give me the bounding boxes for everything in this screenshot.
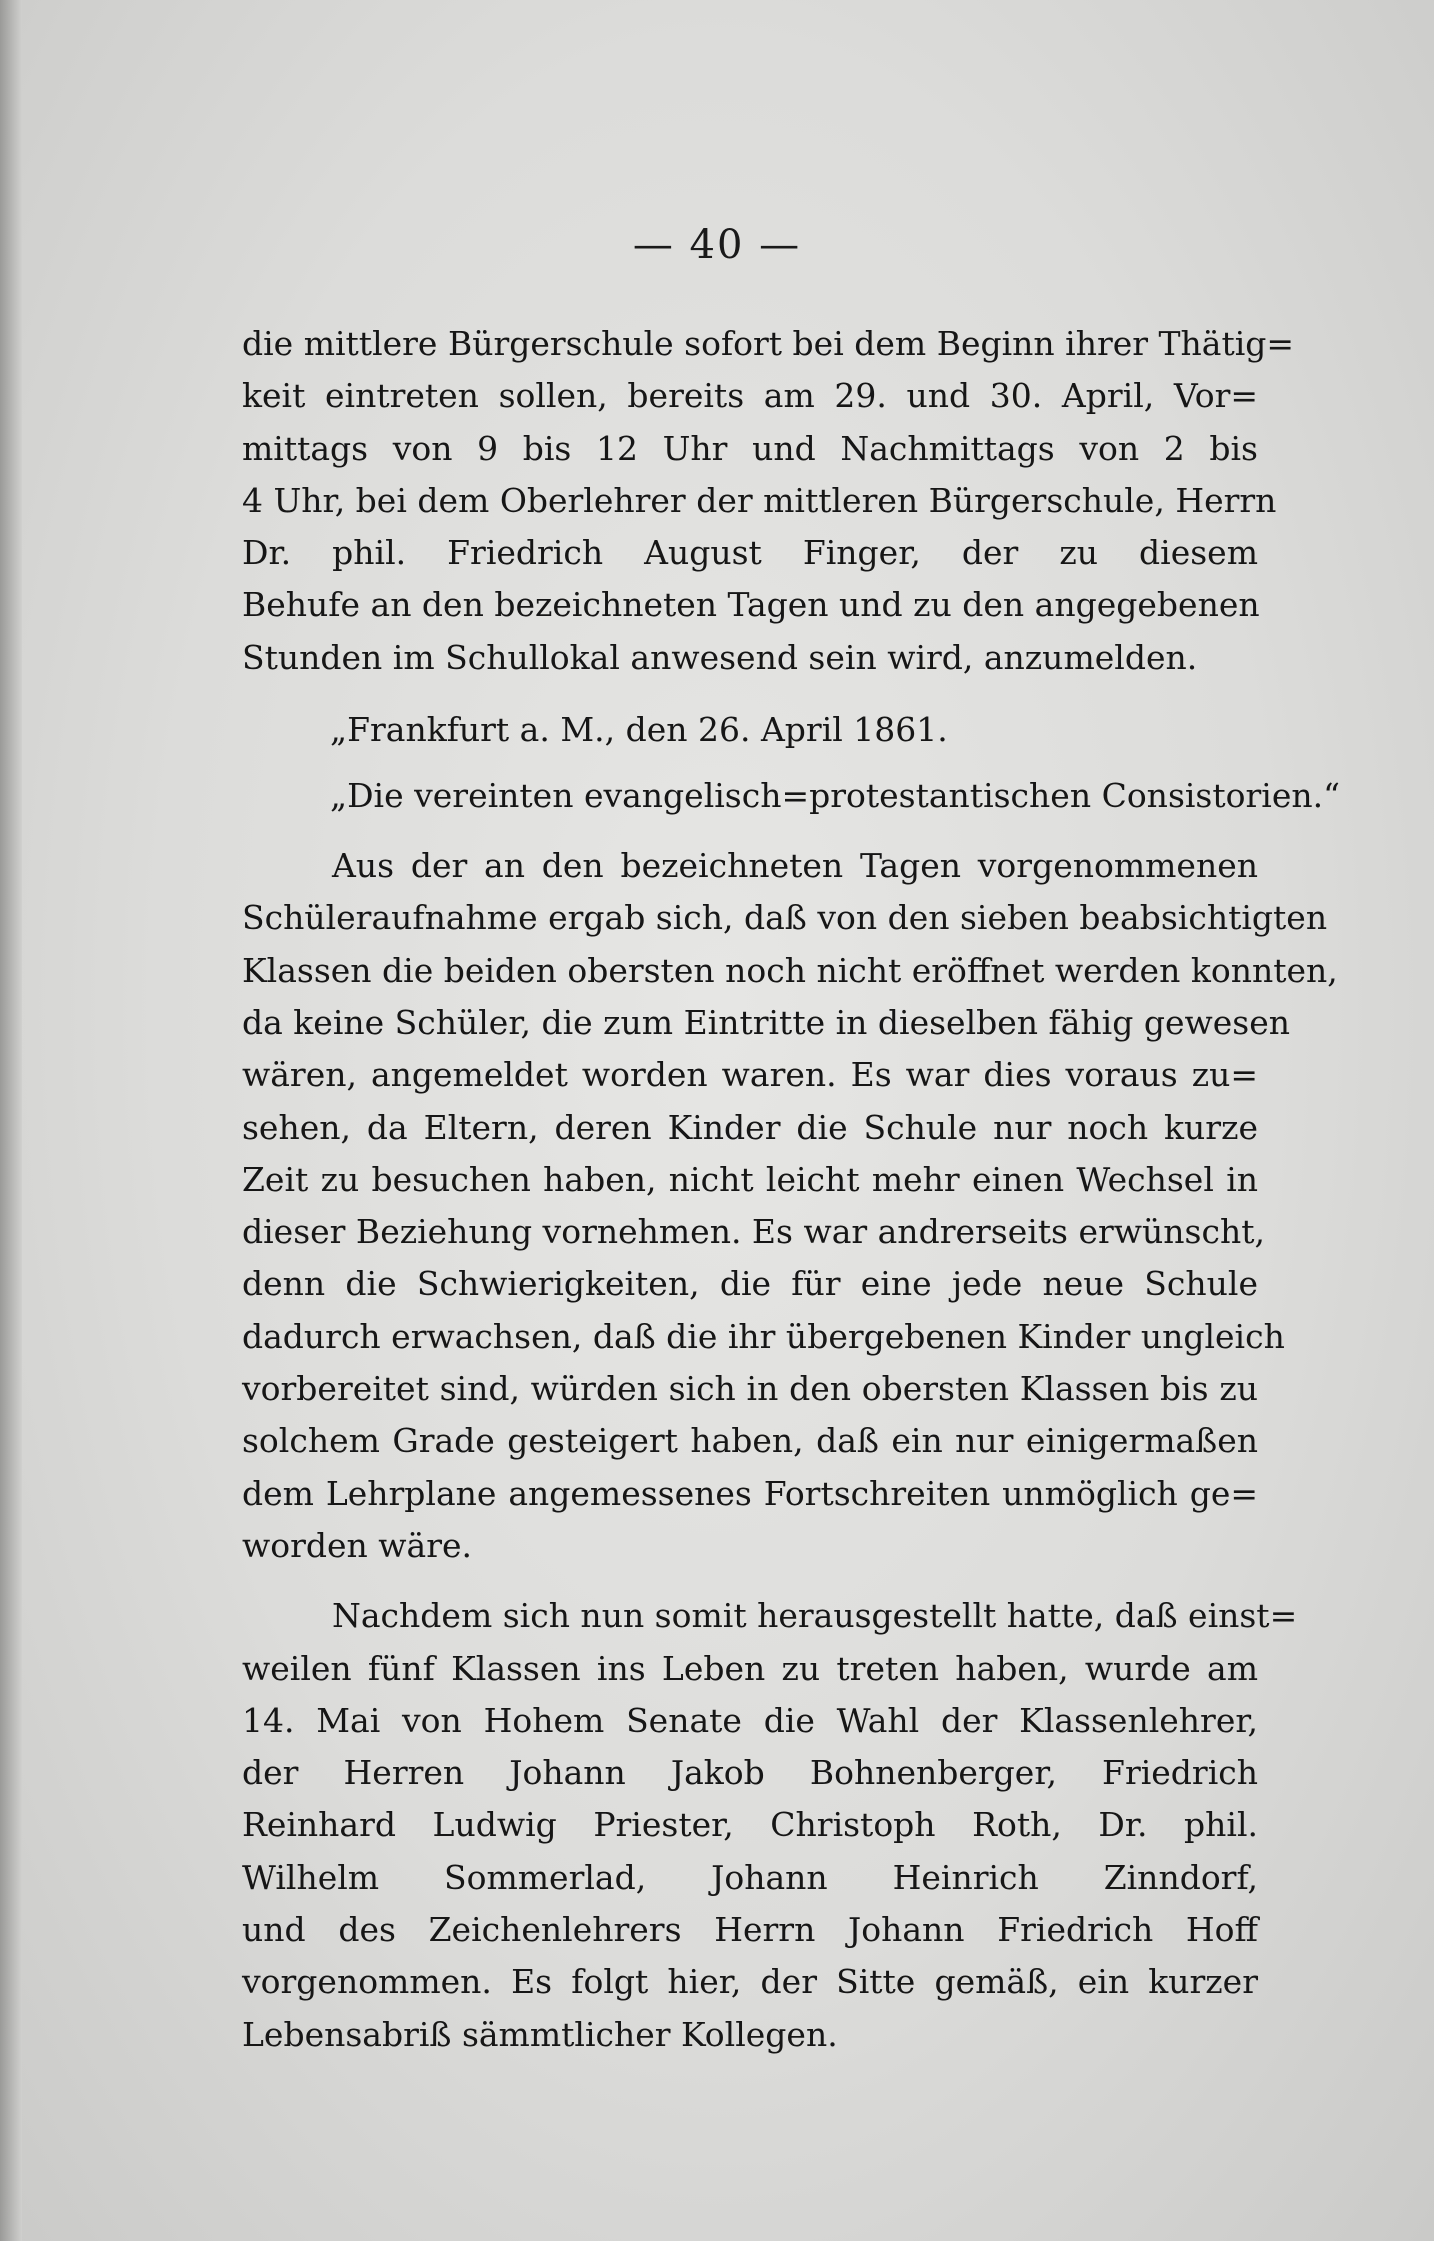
text-line: dieser Beziehung vornehmen. Es war andrerseits erwünscht, xyxy=(242,1212,1265,1252)
text-line: der Herren Johann Jakob Bohnenberger, Friedrich xyxy=(242,1753,1258,1793)
text-line: 4 Uhr, bei dem Oberlehrer der mittleren Bürgerschule, Herrn xyxy=(242,480,1277,520)
text-line: solchem Grade gesteigert haben, daß ein nur einigermaßen xyxy=(242,1421,1258,1461)
text-line: vorgenommen. Es folgt hier, der Sitte gemäß, ein kurzer xyxy=(242,1962,1258,2002)
text-line: 14. Mai von Hohem Senate die Wahl der Klassenlehrer, xyxy=(242,1700,1258,1740)
text-line: da keine Schüler, die zum Eintritte in dieselben fähig gewesen xyxy=(242,1002,1290,1042)
text-line: dem Lehrplane angemessenes Fortschreiten unmöglich ge= xyxy=(242,1473,1258,1513)
text-line: Wilhelm Sommerlad, Johann Heinrich Zinndorf, xyxy=(242,1857,1258,1897)
page-edge-shadow xyxy=(0,0,22,2241)
text-line: Zeit zu besuchen haben, nicht leicht mehr einen Wechsel in xyxy=(242,1159,1258,1199)
text-line: Stunden im Schullokal anwesend sein wird, anzumelden. xyxy=(242,637,1198,677)
text-line: Dr. phil. Friedrich August Finger, der zu diesem xyxy=(242,533,1258,573)
text-line: denn die Schwierigkeiten, die für eine jede neue Schule xyxy=(242,1264,1258,1304)
text-line: Aus der an den bezeichneten Tagen vorgenommenen xyxy=(332,846,1258,886)
text-line: wären, angemeldet worden waren. Es war dies voraus zu= xyxy=(242,1055,1258,1095)
quote-signature: „Die vereinten evangelisch=protestantischen Consistorien.“ xyxy=(330,776,1340,816)
body-text xyxy=(242,318,1340,2061)
quote-date: „Frankfurt a. M., den 26. April 1861. xyxy=(330,710,948,750)
text-line: Nachdem sich nun somit herausgestellt hatte, daß einst= xyxy=(332,1596,1298,1636)
page-number: — 40 — xyxy=(632,222,802,268)
text-line: Klassen die beiden obersten noch nicht eröffnet werden konnten, xyxy=(242,950,1338,990)
text-line: die mittlere Bürgerschule sofort bei dem Beginn ihrer Thätig= xyxy=(242,324,1295,363)
text-line: Schüleraufnahme ergab sich, daß von den sieben beabsichtigten xyxy=(242,898,1328,938)
text-line: weilen fünf Klassen ins Leben zu treten haben, wurde am xyxy=(242,1648,1258,1688)
text-line: dadurch erwachsen, daß die ihr übergebenen Kinder ungleich xyxy=(242,1316,1285,1356)
text-line: Lebensabriß sämmtlicher Kollegen. xyxy=(242,2014,838,2054)
text-line: vorbereitet sind, würden sich in den obersten Klassen bis zu xyxy=(242,1369,1258,1409)
text-line: und des Zeichenlehrers Herrn Johann Friedrich Hoff xyxy=(242,1910,1258,1950)
text-line: Reinhard Ludwig Priester, Christoph Roth, Dr. phil. xyxy=(242,1805,1258,1845)
text-line: worden wäre. xyxy=(242,1525,473,1565)
text-line: keit eintreten sollen, bereits am 29. und 30. April, Vor= xyxy=(242,376,1258,416)
text-line: mittags von 9 bis 12 Uhr und Nachmittags von 2 bis xyxy=(242,428,1258,468)
text-line: Behufe an den bezeichneten Tagen und zu den angegebenen xyxy=(242,585,1260,625)
text-line: sehen, da Eltern, deren Kinder die Schule nur noch kurze xyxy=(242,1107,1258,1147)
